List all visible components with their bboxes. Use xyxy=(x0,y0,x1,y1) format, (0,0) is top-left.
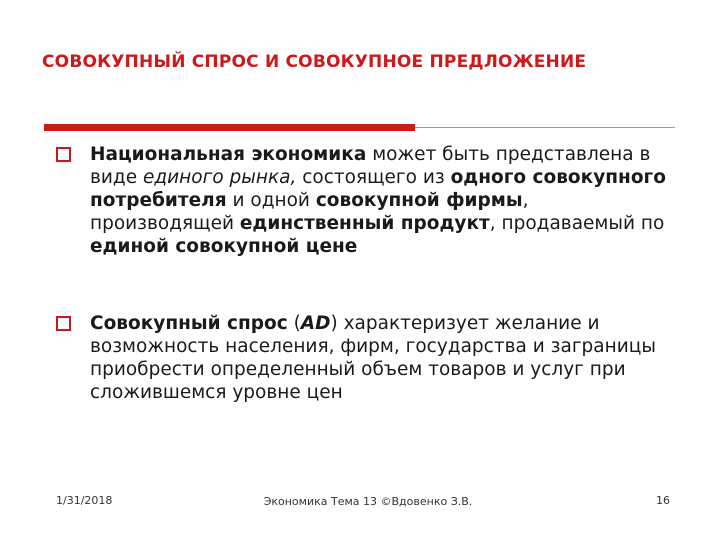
bullet-text-segment: и одной xyxy=(226,190,316,211)
footer-page-number: 16 xyxy=(656,494,670,507)
slide-title: СОВОКУПНЫЙ СПРОС И СОВОКУПНОЕ ПРЕДЛОЖЕНИЕ xyxy=(42,52,587,72)
bullet-text-segment: ) характеризует желание и возможность населения, фирм, государства и заграницы приобрести определенный объем товаров и услуг при сложившемся уровне цен xyxy=(90,313,656,403)
bullet-text xyxy=(90,312,676,404)
bullet-text-segment: одного совокупного потребителя xyxy=(90,167,666,211)
bullet-item xyxy=(56,312,676,404)
bullet-text-segment: единого рынка, xyxy=(142,167,297,188)
bullet-text-segment: единой совокупной цене xyxy=(90,236,358,257)
footer-title: Экономика Тема 13 ©Вдовенко З.В. xyxy=(263,495,473,508)
bullet-text-segment: ( xyxy=(287,313,301,334)
bullet-text-segment: , продаваемый по xyxy=(489,213,665,234)
square-bullet-icon xyxy=(56,316,71,331)
bullet-text-segment: AD xyxy=(300,313,331,334)
title-divider-accent xyxy=(44,124,415,131)
square-bullet-icon xyxy=(56,147,71,162)
footer-date: 1/31/2018 xyxy=(56,494,113,507)
bullet-text-segment: Национальная экономика xyxy=(90,144,367,165)
bullet-text-segment: , производящей xyxy=(90,190,529,234)
bullet-item xyxy=(56,143,676,258)
bullet-text xyxy=(90,143,676,258)
bullet-text-segment: состоящего из xyxy=(296,167,451,188)
bullet-text-segment: совокупной фирмы xyxy=(315,190,523,211)
bullet-text-segment: единственный продукт xyxy=(239,213,490,234)
bullet-text-segment: Совокупный спрос xyxy=(90,313,288,334)
bullet-text-segment: может быть представлена в виде xyxy=(90,144,651,188)
